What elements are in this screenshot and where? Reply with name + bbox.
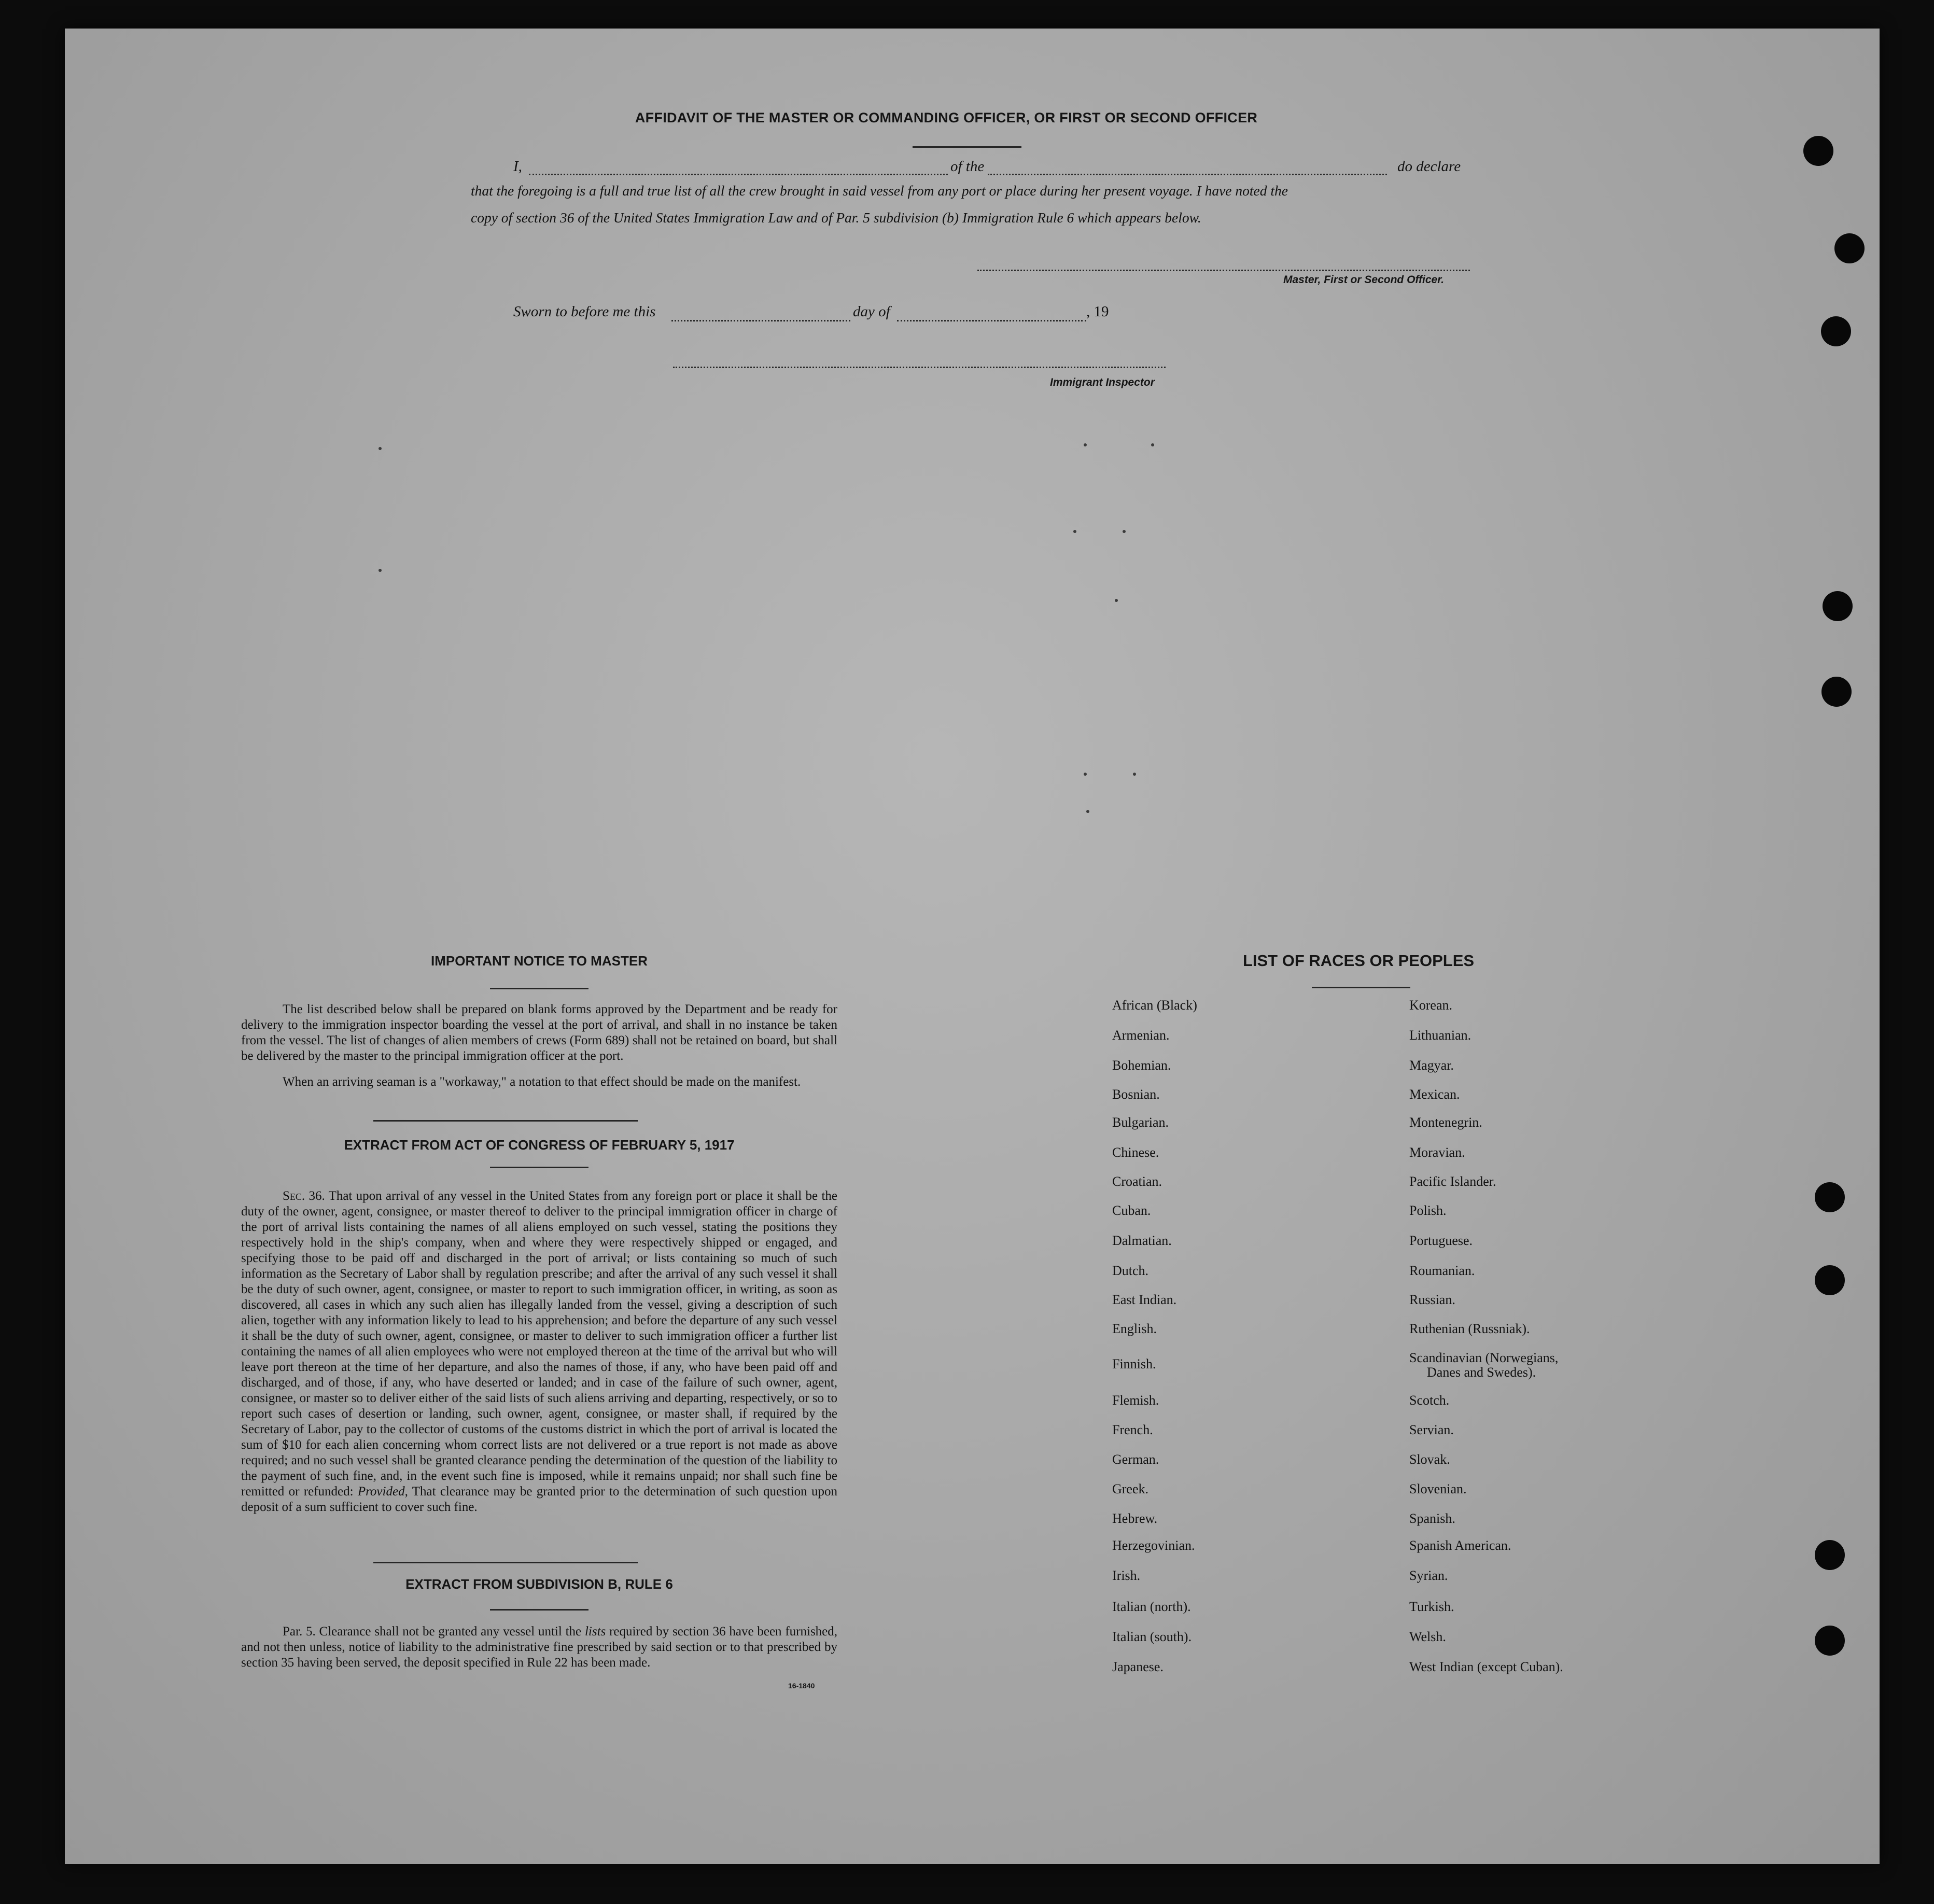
- month-blank: [897, 320, 1086, 321]
- races-rule: [1312, 987, 1410, 988]
- race-left-4: Bosnian.: [1112, 1087, 1160, 1102]
- sworn-label: Sworn to before me this: [513, 303, 656, 320]
- rule-rule: [490, 1609, 588, 1611]
- binder-hole: [1815, 1626, 1845, 1656]
- rule-lists-word: lists: [584, 1625, 606, 1639]
- race-left-12: English.: [1112, 1321, 1157, 1336]
- act-provided-label: Provided,: [357, 1485, 408, 1499]
- dust-speck: [1123, 530, 1126, 533]
- binder-hole: [1815, 1265, 1845, 1295]
- race-left-19: Herzegovinian.: [1112, 1538, 1195, 1553]
- dust-speck: [379, 447, 382, 450]
- race-left-8: Cuban.: [1112, 1203, 1151, 1218]
- rule-top-rule: [373, 1562, 638, 1563]
- race-left-16: German.: [1112, 1452, 1159, 1467]
- act-section-text: That upon arrival of any vessel in the United States from any foreign port or place it shall be the duty of the owner, agent, consignee, or master thereof to deliver to the principal immigration officer in charge of the port of arrival lists containing the names of all aliens employed on such vessel, stating the positions they respectively hold in the ship's company, when and where they were respectively shipped or engaged, and specifying those to be paid off and discharged in the port of arrival; or lists containing so much of such information as the Secretary of Labor shall by regulation prescribe; and after the arrival of any such vessel it shall be the duty of such owner, agent, consignee, or master to report to such immigration officer, in writing, as soon as discovered, all cases in which any such alien has illegally landed from the vessel, giving a description of such alien, together with any information likely to lead to his apprehension; and before the departure of any such vessel it shall be the duty of such owner, agent, consignee, or master to deliver to such immigration officer a further list containing the names of all alien employees who were not employed thereon at the time of the arrival but who will leave port thereon at the time of her departure, and also the names of those, if any, who have been paid off and discharged, and of those, if any, who have deserted or landed; and in case of the failure of such owner, agent, consignee, or master so to deliver either of the said lists of such aliens arriving and departing, respectively, or so to report such cases of desertion or landing, such owner, agent, consignee, or master shall, if required by the Secretary of Labor, pay to the collector of customs of the customs district in which the port of arrival is located the sum of $10 for each alien concerning whom correct lists are not delivered or a true report is not made as above required; and no such vessel shall be granted clearance pending the determination of the question of the liability to the payment of such fine, and, in the event such fine is imposed, while it remains unpaid; nor shall such fine be remitted or refunded:: [241, 1189, 837, 1499]
- race-left-18: Hebrew.: [1112, 1511, 1158, 1526]
- race-left-1: African (Black): [1112, 998, 1197, 1013]
- affidavit-line3: copy of section 36 of the United States Immigration Law and of Par. 5 subdivision (b) Immigration Rule 6 which appears below.: [471, 209, 1201, 226]
- binder-hole: [1834, 233, 1865, 263]
- notice-para-2-text: When an arriving seaman is a "workaway," a notation to that effect should be made on the manifest.: [283, 1075, 801, 1089]
- race-right-10: Roumanian.: [1409, 1263, 1475, 1278]
- binder-hole: [1815, 1182, 1845, 1212]
- race-left-22: Italian (south).: [1112, 1629, 1192, 1644]
- rule-title: EXTRACT FROM SUBDIVISION B, RULE 6: [405, 1576, 673, 1592]
- inspector-line: [673, 367, 1166, 368]
- race-right-2: Lithuanian.: [1409, 1028, 1471, 1043]
- race-left-3: Bohemian.: [1112, 1058, 1171, 1073]
- race-right-9: Portuguese.: [1409, 1233, 1473, 1248]
- act-title: EXTRACT FROM ACT OF CONGRESS OF FEBRUARY 5, 1917: [344, 1137, 735, 1153]
- vessel-blank: [988, 174, 1387, 175]
- binder-hole: [1823, 591, 1853, 621]
- race-left-23: Japanese.: [1112, 1659, 1164, 1674]
- act-section-36: [241, 1188, 837, 1515]
- act-rule: [490, 1167, 588, 1168]
- race-right-15: Servian.: [1409, 1422, 1454, 1437]
- race-right-7: Pacific Islander.: [1409, 1174, 1496, 1189]
- race-left-21: Italian (north).: [1112, 1599, 1191, 1614]
- dust-speck: [1073, 530, 1076, 533]
- signature-line: [977, 270, 1470, 271]
- race-right-4: Mexican.: [1409, 1087, 1460, 1102]
- races-title: LIST OF RACES OR PEOPLES: [1242, 951, 1475, 970]
- race-right-17: Slovenian.: [1409, 1481, 1467, 1496]
- race-left-13: Finnish.: [1112, 1356, 1156, 1371]
- rule-paragraph: [241, 1624, 837, 1671]
- binder-hole: [1815, 1540, 1845, 1570]
- title-rule: [913, 146, 1021, 148]
- notice-para-1-text: The list described below shall be prepared on blank forms approved by the Department and be ready for delivery to the immigration inspector boarding the vessel at the port of arrival, and shall in no instance be taken from the vessel. The list of changes of alien members of crews (Form 689) shall not be retained on board, but shall be delivered by the master to the principal immigration officer at the port.: [241, 1002, 837, 1063]
- dust-speck: [1151, 443, 1154, 446]
- race-right-23: West Indian (except Cuban).: [1409, 1659, 1563, 1674]
- race-left-17: Greek.: [1112, 1481, 1149, 1496]
- race-right-5: Montenegrin.: [1409, 1115, 1482, 1130]
- dust-speck: [1115, 599, 1118, 602]
- notice-para-1: [241, 1002, 837, 1064]
- inspector-label: Immigrant Inspector: [1050, 376, 1155, 388]
- race-left-7: Croatian.: [1112, 1174, 1162, 1189]
- notice-para-2: [241, 1074, 837, 1090]
- race-right-14: Scotch.: [1409, 1393, 1450, 1408]
- race-right-3: Magyar.: [1409, 1058, 1454, 1073]
- dust-speck: [1084, 443, 1087, 446]
- race-left-9: Dalmatian.: [1112, 1233, 1172, 1248]
- form-code: 16-1840: [788, 1682, 815, 1690]
- race-right-1: Korean.: [1409, 998, 1453, 1013]
- rule-text-a: Par. 5. Clearance shall not be granted any vessel until the: [283, 1625, 582, 1639]
- race-right-20: Syrian.: [1409, 1568, 1448, 1583]
- race-left-11: East Indian.: [1112, 1292, 1177, 1307]
- race-right-8: Polish.: [1409, 1203, 1447, 1218]
- act-section-text-end: That clearance may be granted prior to the determination of such question upon deposit of a sum sufficient to cover such fine.: [241, 1485, 837, 1514]
- name-blank: [529, 174, 948, 175]
- race-right-11: Russian.: [1409, 1292, 1455, 1307]
- signature-label: Master, First or Second Officer.: [1283, 274, 1445, 286]
- dust-speck: [1086, 810, 1089, 813]
- race-left-10: Dutch.: [1112, 1263, 1149, 1278]
- day-blank: [671, 320, 850, 321]
- binder-hole: [1821, 677, 1852, 707]
- dust-speck: [1133, 773, 1136, 776]
- affidavit-declare-label: do declare: [1397, 158, 1461, 175]
- act-section-label: Sec. 36.: [283, 1189, 325, 1203]
- race-right-6: Moravian.: [1409, 1145, 1465, 1160]
- affidavit-i-label: I,: [513, 158, 522, 175]
- dust-speck: [379, 569, 382, 572]
- race-left-14: Flemish.: [1112, 1393, 1159, 1408]
- race-left-2: Armenian.: [1112, 1028, 1170, 1043]
- year-label: , 19: [1086, 303, 1109, 320]
- notice-rule: [490, 988, 588, 989]
- dust-speck: [1084, 773, 1087, 776]
- affidavit-of-label: of the: [950, 158, 985, 175]
- binder-hole: [1821, 316, 1851, 346]
- race-right-12: Ruthenian (Russniak).: [1409, 1321, 1530, 1336]
- race-left-20: Irish.: [1112, 1568, 1141, 1583]
- act-top-rule: [373, 1120, 638, 1122]
- race-right-18: Spanish.: [1409, 1511, 1455, 1526]
- race-right-21: Turkish.: [1409, 1599, 1454, 1614]
- affidavit-title: AFFIDAVIT OF THE MASTER OR COMMANDING OFFICER, OR FIRST OR SECOND OFFICER: [635, 110, 1258, 125]
- affidavit-line2: that the foregoing is a full and true list of all the crew brought in said vessel from any port or place during her present voyage. I have noted the: [471, 183, 1288, 199]
- race-left-6: Chinese.: [1112, 1145, 1159, 1160]
- notice-title: IMPORTANT NOTICE TO MASTER: [431, 953, 648, 969]
- rule-text-b: required by section 36 have been furnished, and not then unless, notice of liability to the administrative fine prescribed by said section or to that prescribed by section 35 having been served, the deposit specified in Rule 22 has been made.: [241, 1625, 838, 1670]
- race-right-16: Slovak.: [1409, 1452, 1450, 1467]
- race-right-19: Spanish American.: [1409, 1538, 1511, 1553]
- binder-hole: [1803, 136, 1833, 166]
- race-left-5: Bulgarian.: [1112, 1115, 1169, 1130]
- race-right-22: Welsh.: [1409, 1629, 1446, 1644]
- day-of-label: day of: [853, 303, 890, 320]
- race-right-13-continued: Danes and Swedes).: [1427, 1365, 1536, 1380]
- race-left-15: French.: [1112, 1422, 1153, 1437]
- race-right-13: Scandinavian (Norwegians,: [1409, 1350, 1559, 1365]
